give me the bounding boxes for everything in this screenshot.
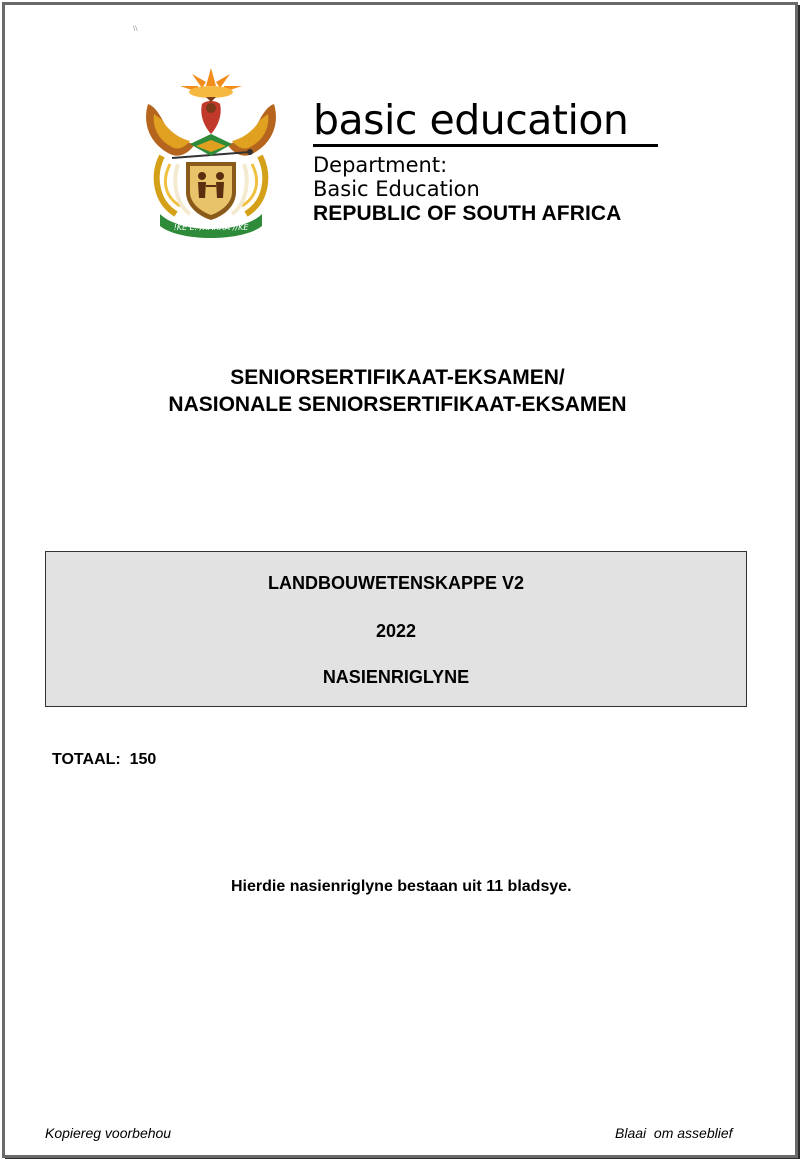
subject-name: LANDBOUWETENSKAPPE V2: [267, 573, 525, 593]
exam-year: 2022: [375, 621, 417, 641]
page-count-note: Hierdie nasienriglyne bestaan uit 11 bladsye.: [231, 878, 572, 895]
department-identity: [313, 96, 663, 227]
department-name: Basic Education: [313, 177, 480, 201]
department-label: Department:: [313, 153, 448, 177]
crest-motto-text: !KE E: /XARRA //KE: [173, 223, 249, 232]
exam-title-line-2: NASIONALE SENIORSERTIFIKAAT-EKSAMEN: [168, 393, 627, 416]
subject-box: [45, 551, 747, 707]
country-name: REPUBLIC OF SOUTH AFRICA: [313, 202, 622, 225]
exam-title-line-1: SENIORSERTIFIKAAT-EKSAMEN/: [230, 366, 565, 389]
corner-mark: \\: [133, 24, 138, 33]
total-marks: TOTAAL: 150: [52, 751, 157, 768]
brand-underline: [313, 144, 658, 147]
department-brand-name: basic education: [313, 96, 629, 144]
exam-title: [0, 364, 795, 418]
turn-page-footer: Blaai om asseblief: [615, 1125, 733, 1141]
coat-of-arms-logo: [140, 64, 282, 240]
copyright-footer: Kopiereg voorbehou: [45, 1125, 172, 1141]
document-kind: NASIENRIGLYNE: [322, 667, 470, 687]
